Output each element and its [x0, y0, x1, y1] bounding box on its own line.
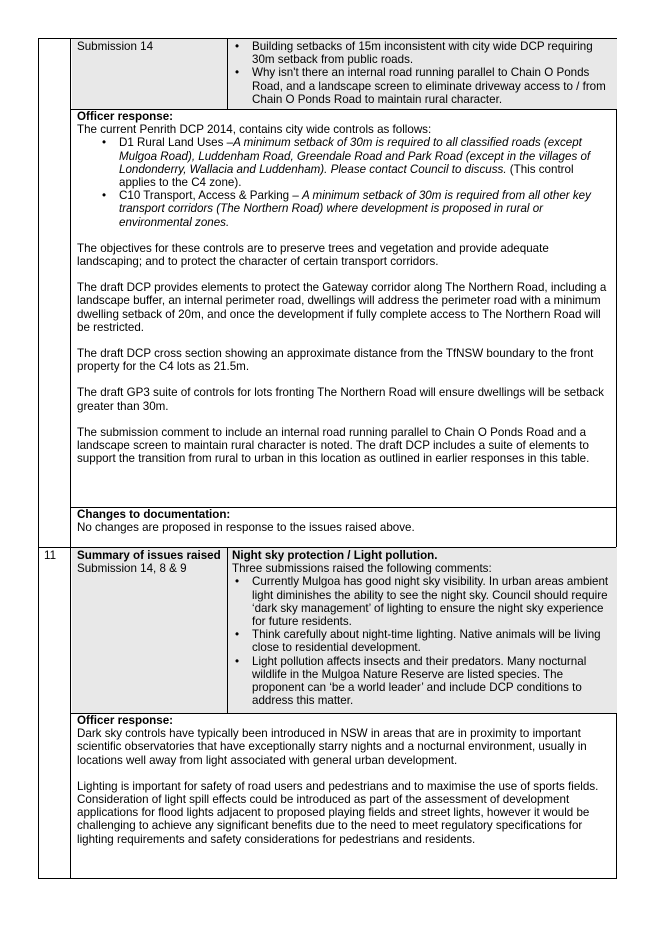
paragraph: The draft GP3 suite of controls for lots fronting The Northern Road will ensure dwellings will be setback greater than 30m. [77, 386, 604, 413]
control-note: (This control applies to the C4 zone). [119, 162, 574, 190]
officer-response [77, 714, 612, 846]
bullet-icon: • [235, 40, 240, 53]
list-item [232, 655, 614, 708]
bullet-icon: • [102, 189, 107, 203]
bullet-icon: • [235, 628, 240, 642]
bullet-icon: • [102, 136, 107, 150]
number-column [39, 39, 71, 878]
paragraph: The draft DCP cross section showing an approximate distance from the TfNSW boundary to the front property for the C4 lots as 21.5m. [77, 347, 594, 374]
paragraph: Lighting is important for safety of road users and pedestrians and to maximise the use of sports fields. Consideration of light spill effects could be introduced as part of the assessment of development applications for flood lights adjacent to proposed playing fields and street lights, however it would be challenging to achieve any significant benefits due to the need to meet regulatory specifications for lighting requirements and safety considerations for pedestrians and residents. [77, 779, 599, 846]
list-item [232, 575, 614, 628]
table [38, 38, 617, 879]
issue-list [232, 549, 614, 707]
section-heading: Officer response: [77, 714, 173, 727]
issue-list [232, 40, 614, 106]
control-label: C10 Transport, Access & Parking – [119, 189, 303, 203]
bullet-icon: • [235, 66, 240, 80]
paragraph: Dark sky controls have typically been introduced in NSW in areas that are in proximity to important scientific observatories that have exceptionally starry nights and a nocturnal environment, usually in locations well away from light associated with general urban development. [77, 727, 587, 767]
list-item-text: Building setbacks of 15m inconsistent with city wide DCP requiring 30m setback from public roads. [252, 40, 593, 67]
divider [227, 39, 228, 109]
list-item [232, 66, 614, 106]
divider [227, 547, 228, 713]
submission-label: Submission 14 [77, 40, 154, 53]
paragraph: The current Penrith DCP 2014, contains city wide controls as follows: [77, 123, 432, 137]
list-item-text: Why isn't there an internal road running parallel to Chain O Ponds Road, and a landscape screen to eliminate driveway access to / from Chain O Ponds Road to maintain rural character. [252, 66, 606, 106]
summary-cell [77, 549, 227, 575]
paragraph: The draft DCP provides elements to protect the Gateway corridor along The Northern Road, including a landscape buffer, an internal perimeter road, dwellings will address the perimeter road with a minimum dwelling setback of 20m, and once the development if fully complete access to The Northern Road will be restricted. [77, 281, 607, 334]
paragraph: No changes are proposed in response to the issues raised above. [77, 521, 415, 535]
paragraph: The objectives for these controls are to preserve trees and vegetation and provide adequate landscaping; and to protect the character of certain transport corridors. [77, 241, 549, 269]
list-item [99, 189, 612, 229]
control-text: A minimum setback of 30m is required to all classified roads (except Mulgoa Road), Luddenham Road, Greendale Road and Park Road (except in the villages of Londonderry, Wallacia and Luddenham). Please contact Council to discuss. [119, 136, 591, 176]
changes-to-documentation [77, 508, 612, 534]
control-text: A minimum setback of 30m is required from all other key transport corridors (The Northern Road) where development is proposed in rural or environmental zones. [119, 189, 591, 229]
submission-ref [77, 40, 227, 53]
list-item [99, 136, 612, 189]
issue-title: Night sky protection / Light pollution. [232, 549, 438, 562]
list-item-text: Think carefully about night-time lighting. Native animals will be living close to residential development. [252, 628, 601, 655]
section-heading: Changes to documentation: [77, 508, 231, 521]
submission-label: Submission 14, 8 & 9 [77, 562, 187, 576]
list-item-text: Light pollution affects insects and their predators. Many nocturnal wildlife in the Mulgoa Nature Reserve are listed species. The proponent can ‘be a world leader’ and include DCP conditions to address this matter. [252, 654, 587, 708]
list-item [232, 628, 614, 654]
section-heading: Officer response: [77, 110, 173, 123]
list-item [232, 40, 614, 66]
paragraph: The submission comment to include an internal road running parallel to Chain O Ponds Road and a landscape screen to maintain rural character is noted. The draft DCP includes a suite of elements to support the transition from rural to urban in this location as outlined in earlier responses in this table. [77, 425, 590, 466]
divider [39, 547, 616, 548]
control-label: D1 Rural Land Uses – [119, 136, 234, 150]
paragraph: Three submissions raised the following comments: [232, 562, 492, 576]
row-number: 11 [44, 549, 57, 562]
summary-label: Summary of issues raised [77, 549, 221, 562]
bullet-icon: • [235, 575, 240, 589]
list-item-text: Currently Mulgoa has good night sky visibility. In urban areas ambient light diminishes the ability to see the night sky. Council should require ‘dark sky management’ of lighting to ensure the night sky experience for future residents. [252, 575, 609, 629]
bullet-icon: • [235, 654, 240, 668]
officer-response [77, 110, 612, 465]
